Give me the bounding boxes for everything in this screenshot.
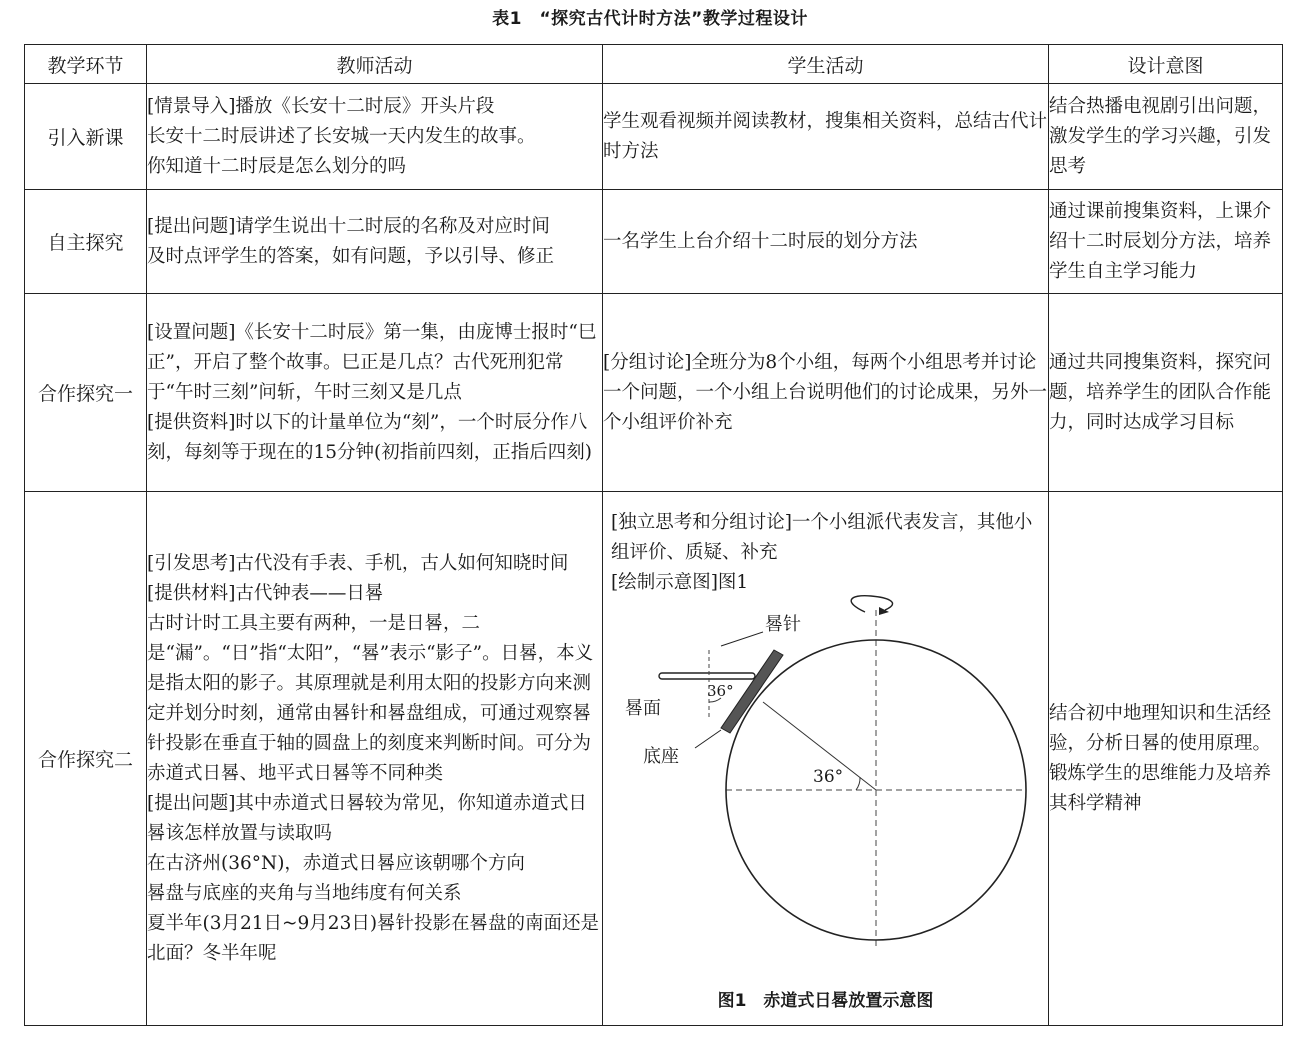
text-line: 一名学生上台介绍十二时辰的划分方法 xyxy=(603,230,918,252)
needle-leader xyxy=(721,632,763,646)
table-row xyxy=(25,190,1283,294)
text-line: [提出问题]请学生说出十二时辰的名称及对应时间 xyxy=(147,215,550,237)
text-line: [提供材料]古代钟表——日晷 xyxy=(147,582,384,604)
sundial-diagram xyxy=(603,590,1049,990)
stage-cell: 合作探究二 xyxy=(25,492,147,1026)
text-line: 夏半年(3月21日~9月23日)晷针投影在晷盘的南面还是北面？冬半年呢 xyxy=(147,912,600,964)
table-row xyxy=(25,492,1283,1026)
text-line: 结合初中地理知识和生活经验，分析日晷的使用原理。锻炼学生的思维能力及培养其科学精神 xyxy=(1049,702,1272,814)
student-cell xyxy=(603,84,1049,190)
teacher-cell xyxy=(147,190,603,294)
teacher-cell xyxy=(147,84,603,190)
stage-cell: 合作探究一 xyxy=(25,294,147,492)
text-line: 在古济州(36°N)，赤道式日晷应该朝哪个方向 xyxy=(147,852,525,874)
intent-cell xyxy=(1049,190,1283,294)
text-line: 结合热播电视剧引出问题，激发学生的学习兴趣，引发思考 xyxy=(1049,95,1272,177)
text-line: 晷盘与底座的夹角与当地纬度有何关系 xyxy=(147,882,462,904)
text-line: [绘制示意图]图1 xyxy=(611,572,749,593)
rotation-arrow-icon xyxy=(851,596,892,612)
text-line: [分组讨论]全班分为8个小组，每两个小组思考并讨论一个问题，一个小组上台说明他们的讨论成果，另外一个小组评价补充 xyxy=(603,351,1048,433)
lesson-design-table xyxy=(24,44,1283,1026)
header-row xyxy=(25,45,1283,84)
header-student: 学生活动 xyxy=(603,45,1049,84)
dial-plate xyxy=(659,673,755,679)
base-leader xyxy=(695,730,721,748)
center-angle-arc xyxy=(856,777,860,790)
text-line: [引发思考]古代没有手表、手机，古人如何知晓时间 xyxy=(147,552,569,574)
table-caption: 表1 “探究古代计时方法”教学过程设计 xyxy=(492,9,808,29)
text-line: 学生观看视频并阅读教材，搜集相关资料，总结古代计时方法 xyxy=(603,110,1048,162)
text-line: [提出问题]其中赤道式日晷较为常见，你知道赤道式日晷该怎样放置与读取吗 xyxy=(147,792,587,844)
table-row xyxy=(25,84,1283,190)
header-teacher: 教师活动 xyxy=(147,45,603,84)
text-line: [提供资料]时以下的计量单位为“刻”，一个时辰分作八刻，每刻等于现在的15分钟(初指前四刻，正指后四刻) xyxy=(147,411,592,463)
figure-intro xyxy=(603,492,1048,598)
teacher-cell xyxy=(147,492,603,1026)
intent-cell xyxy=(1049,492,1283,1026)
text-line: 你知道十二时辰是怎么划分的吗 xyxy=(147,155,407,177)
center-angle-label: 36° xyxy=(813,767,844,787)
text-line: [独立思考和分组讨论]一个小组派代表发言，其他小组评价、质疑、补充 xyxy=(611,512,1033,563)
student-cell xyxy=(603,294,1049,492)
stage-cell: 引入新课 xyxy=(25,84,147,190)
intent-cell xyxy=(1049,294,1283,492)
figure-container xyxy=(603,492,1048,1025)
text-line: [情景导入]播放《长安十二时辰》开头片段 xyxy=(147,95,495,117)
intent-cell xyxy=(1049,84,1283,190)
text-line: 长安十二时辰讲述了长安城一天内发生的故事。 xyxy=(147,125,536,147)
dial-label: 晷面 xyxy=(625,698,661,719)
text-line: [设置问题]《长安十二时辰》第一集，由庞博士报时“巳正”，开启了整个故事。巳正是几点？古代死刑犯常于“午时三刻”问斩，午时三刻又是几点 xyxy=(147,321,597,403)
needle-label: 晷针 xyxy=(765,614,801,635)
text-line: 及时点评学生的答案，如有问题，予以引导、修正 xyxy=(147,245,555,267)
student-cell xyxy=(603,190,1049,294)
stage-cell: 自主探究 xyxy=(25,190,147,294)
base-label: 底座 xyxy=(643,746,679,767)
text-line: 古时计时工具主要有两种，一是日晷，二是“漏”。“日”指“太阳”，“晷”表示“影子”。日晷，本义是指太阳的影子。其原理就是利用太阳的投影方向来测定并划分时刻，通常由晷针和晷盘组成，可通过观察晷针投影在垂直于轴的圆盘上的刻度来判断时间。可分为赤道式日晷、地平式日晷等不同种类 xyxy=(147,612,594,784)
figure-caption: 图1 赤道式日晷放置示意图 xyxy=(717,991,934,1011)
header-stage: 教学环节 xyxy=(25,45,147,84)
table-row xyxy=(25,294,1283,492)
student-cell xyxy=(603,492,1049,1026)
teacher-cell xyxy=(147,294,603,492)
text-line: 通过共同搜集资料，探究问题，培养学生的团队合作能力，同时达成学习目标 xyxy=(1049,351,1272,433)
header-intent: 设计意图 xyxy=(1049,45,1283,84)
text-line: 通过课前搜集资料，上课介绍十二时辰划分方法，培养学生自主学习能力 xyxy=(1049,200,1272,282)
dial-angle-label: 36° xyxy=(707,682,734,700)
